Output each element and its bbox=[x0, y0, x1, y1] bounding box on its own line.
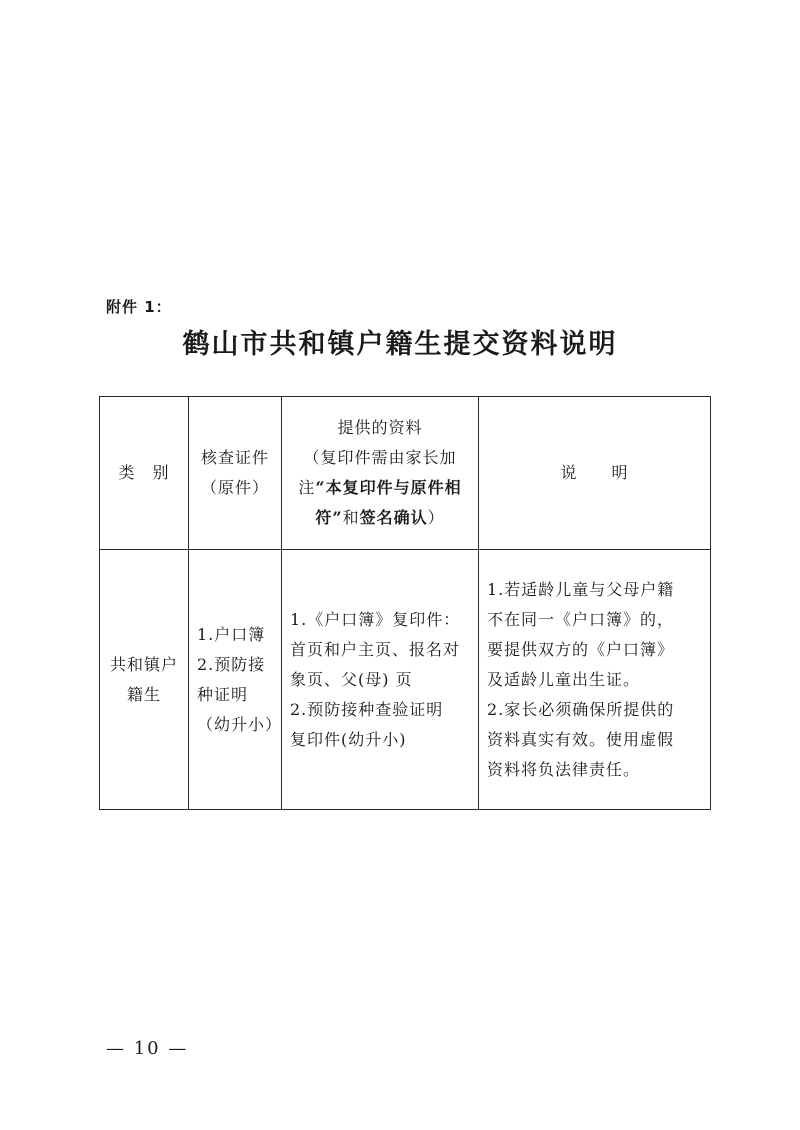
header-materials-line: （复印件需由家长加 bbox=[303, 448, 457, 467]
cell-notes-line: 及适龄儿童出生证。 bbox=[487, 669, 641, 689]
header-materials-bold-text: “本复印件与原件相 bbox=[315, 478, 462, 497]
header-materials-line bbox=[282, 503, 478, 533]
header-check-docs bbox=[189, 397, 282, 550]
header-materials-line: 提供的资料 bbox=[337, 418, 423, 437]
cell-check-docs-line: 2.预防接 bbox=[197, 654, 266, 674]
header-materials-bold-text: 符” bbox=[315, 508, 343, 527]
cell-notes-line: 资料真实有效。使用虚假 bbox=[487, 729, 675, 749]
attachment-label: 附件 1： bbox=[106, 298, 172, 316]
materials-table bbox=[99, 396, 711, 810]
header-check-docs-line: 核查证件 bbox=[200, 448, 269, 467]
cell-materials-line: 1.《户口簿》复印件： bbox=[290, 609, 461, 629]
header-category-text: 类 别 bbox=[118, 463, 170, 482]
cell-category-line: 籍生 bbox=[126, 684, 161, 704]
cell-materials bbox=[282, 550, 479, 810]
header-materials-line bbox=[282, 473, 478, 503]
header-notes bbox=[479, 397, 711, 550]
header-materials-text: ） bbox=[427, 508, 445, 527]
document-title: 鹤山市共和镇户籍生提交资料说明 bbox=[182, 329, 618, 360]
cell-check-docs bbox=[189, 550, 282, 810]
table-row bbox=[100, 550, 711, 810]
cell-notes-line: 资料将负法律责任。 bbox=[487, 759, 641, 779]
cell-materials-line: 首页和户主页、报名对 bbox=[290, 639, 461, 659]
cell-notes-line: 要提供双方的《户口簿》 bbox=[487, 639, 675, 659]
cell-materials-line: 复印件(幼升小) bbox=[290, 729, 407, 749]
page-number: — 10 — bbox=[106, 1038, 189, 1059]
header-notes-text: 说 明 bbox=[560, 463, 629, 482]
header-materials-bold-text: 签名确认 bbox=[359, 508, 428, 527]
cell-category bbox=[100, 550, 189, 810]
header-materials-text: 注 bbox=[298, 478, 316, 497]
cell-check-docs-line: 1.户口簿 bbox=[197, 624, 266, 644]
cell-check-docs-line: （幼升小） bbox=[197, 714, 283, 734]
cell-notes bbox=[479, 550, 711, 810]
cell-category-line: 共和镇户 bbox=[109, 654, 178, 674]
cell-notes-line: 不在同一《户口簿》的， bbox=[487, 609, 675, 629]
cell-materials-line: 象页、父(母) 页 bbox=[290, 669, 413, 689]
header-category bbox=[100, 397, 189, 550]
header-materials-text: 和 bbox=[342, 508, 360, 527]
table-header-row bbox=[100, 397, 711, 550]
cell-notes-line: 1.若适龄儿童与父母户籍 bbox=[487, 579, 675, 599]
header-materials bbox=[282, 397, 479, 550]
cell-notes-line: 2.家长必须确保所提供的 bbox=[487, 699, 675, 719]
header-check-docs-line: （原件） bbox=[200, 478, 269, 497]
cell-check-docs-line: 种证明 bbox=[197, 684, 249, 704]
cell-materials-line: 2.预防接种查验证明 bbox=[290, 699, 444, 719]
